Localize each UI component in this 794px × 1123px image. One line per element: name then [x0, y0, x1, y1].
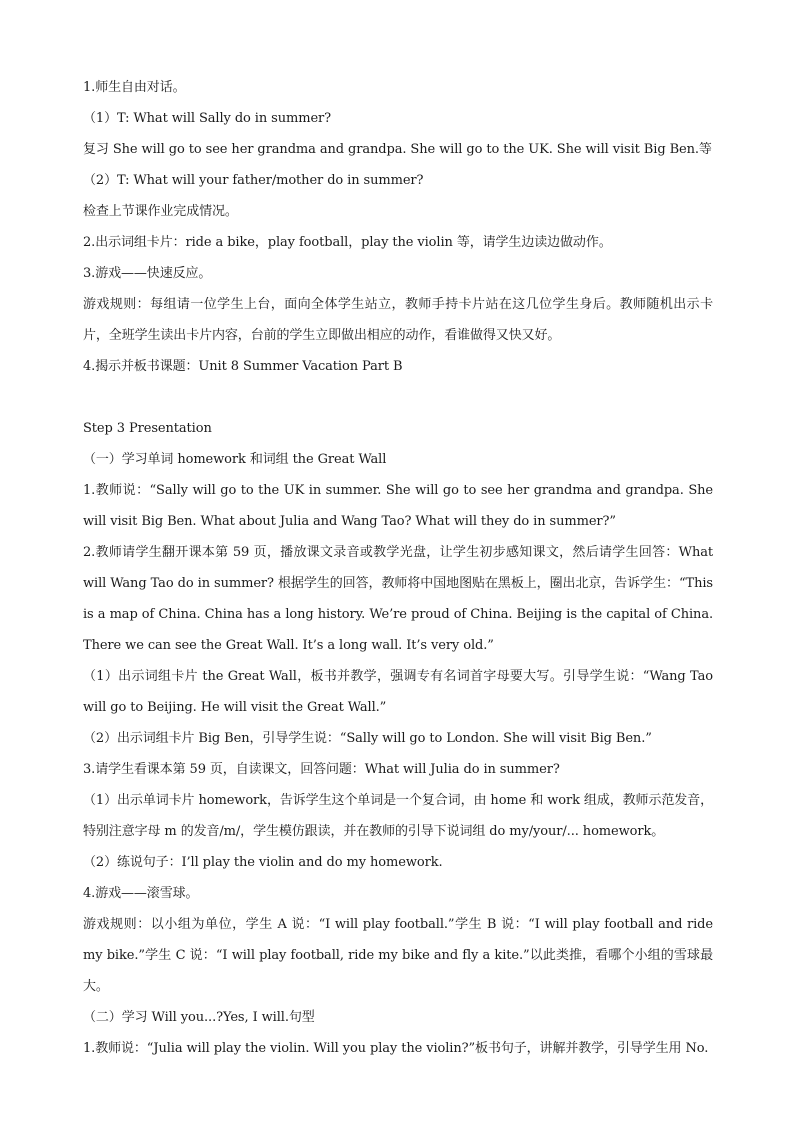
- text-paragraph: （1）出示词组卡片 the Great Wall，板书并教学，强调专有名词首字母要大写。引导学生说：“Wang Tao will go to Beijing. He will visit the Great Wall.”: [83, 669, 713, 715]
- text-paragraph: 1.教师说：“Sally will go to the UK in summer. She will go to see her grandma and grandpa. She will visit Big Ben. What about Julia and Wang Tao? What will they do in summer?”: [83, 483, 713, 529]
- text-paragraph: 游戏规则：以小组为单位，学生 A 说：“I will play football.”学生 B 说：“I will play football and ride my bike.”学生 C 说：“I will play football, ride my bike and fly a kite.”以此类推，看哪个小组的雪球最大。: [83, 917, 713, 994]
- text-paragraph: （1）出示单词卡片 homework，告诉学生这个单词是一个复合词，由 home 和 work 组成，教师示范发音，特别注意字母 m 的发音/m/，学生模仿跟读，并在教师的引导下说词组 do my/your/... homework。: [83, 793, 713, 839]
- text-line: 复习 She will go to see her grandma and grandpa. She will go to the UK. She will visit Big Ben.等: [83, 142, 712, 157]
- text-paragraph: 游戏规则：每组请一位学生上台，面向全体学生站立，教师手持卡片站在这几位学生身后。教师随机出示卡片，全班学生读出卡片内容，台前的学生立即做出相应的动作，看谁做得又快又好。: [83, 297, 713, 343]
- text-line: （1）T: What will Sally do in summer?: [83, 111, 332, 126]
- blank-line: [83, 382, 713, 413]
- text-line: （一）学习单词 homework 和词组 the Great Wall: [83, 452, 387, 467]
- text-line: （二）学习 Will you...?Yes, I will.句型: [83, 1010, 315, 1025]
- text-line: 1.教师说：“Julia will play the violin. Will you play the violin?”板书句子，讲解并教学，引导学生用 No.: [83, 1041, 709, 1056]
- text-line: 检查上节课作业完成情况。: [83, 204, 238, 219]
- section-heading: Step 3 Presentation: [83, 421, 212, 436]
- document-page: [83, 72, 713, 1064]
- text-line: （2）练说句子：I’ll play the violin and do my homework.: [83, 855, 443, 870]
- text-line: 2.出示词组卡片：ride a bike，play football，play the violin 等，请学生边读边做动作。: [83, 235, 612, 250]
- text-line: 4.揭示并板书课题：Unit 8 Summer Vacation Part B: [83, 359, 403, 374]
- text-line: 4.游戏——滚雪球。: [83, 886, 199, 901]
- text-line: 3.游戏——快速反应。: [83, 266, 212, 281]
- text-paragraph: 2.教师请学生翻开课本第 59 页，播放课文录音或教学光盘，让学生初步感知课文，然后请学生回答：What will Wang Tao do in summer? 根据学生的回答，教师将中国地图贴在黑板上，圈出北京，告诉学生：“This is a map of China. China has a long history. We’re proud of China. Beijing is the capital of China. There we can see the Great Wall. It’s a long wall. It’s very old.”: [83, 545, 713, 653]
- text-line: （2）T: What will your father/mother do in summer?: [83, 173, 424, 188]
- text-line: 1.师生自由对话。: [83, 80, 186, 95]
- text-line: （2）出示词组卡片 Big Ben，引导学生说：“Sally will go to London. She will visit Big Ben.”: [83, 731, 652, 746]
- text-line: 3.请学生看课本第 59 页，自读课文，回答问题：What will Julia do in summer?: [83, 762, 560, 777]
